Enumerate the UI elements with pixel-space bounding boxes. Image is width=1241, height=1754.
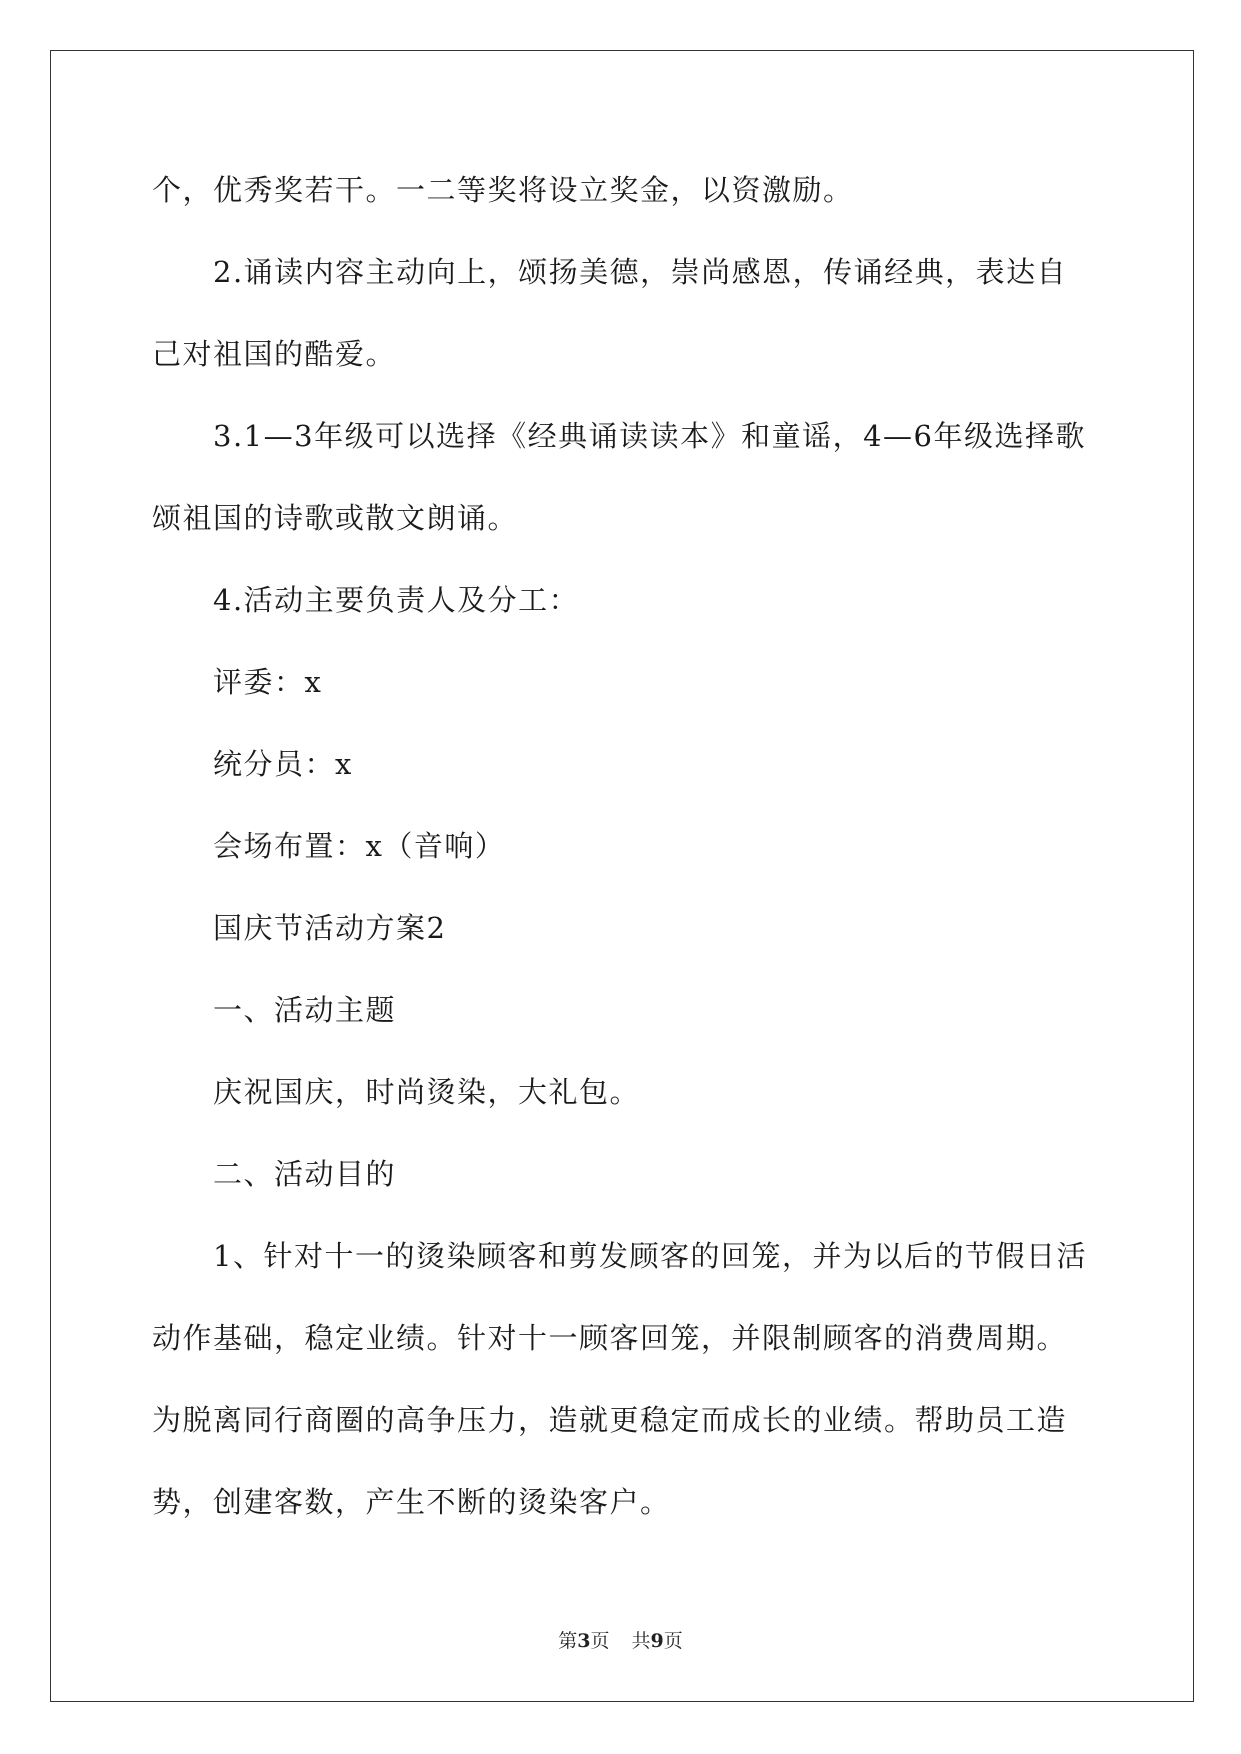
body-line-6: 4.活动主要负责人及分工： xyxy=(213,583,580,617)
body-line-17: 势，创建客数，产生不断的烫染客户。 xyxy=(152,1485,671,1519)
footer-page-suffix: 页 xyxy=(590,1630,610,1652)
footer-total-prefix: 共 xyxy=(631,1630,651,1652)
section-title: 国庆节活动方案2 xyxy=(213,911,447,945)
body-line-12: 庆祝国庆，时尚烫染，大礼包。 xyxy=(213,1075,641,1109)
body-line-15: 动作基础，稳定业绩。针对十一顾客回笼，并限制顾客的消费周期。 xyxy=(152,1321,1068,1355)
heading-2: 二、活动目的 xyxy=(213,1157,397,1191)
page-footer xyxy=(0,1629,1241,1653)
body-line-8: 统分员：x xyxy=(213,747,353,781)
footer-total-number: 9 xyxy=(650,1630,664,1652)
footer-page-prefix: 第 xyxy=(558,1630,578,1652)
body-line-4: 3.1—3年级可以选择《经典诵读读本》和童谣，4—6年级选择歌 xyxy=(213,419,1086,453)
body-line-2: 2.诵读内容主动向上，颂扬美德，崇尚感恩，传诵经典，表达自 xyxy=(213,255,1068,289)
body-line-7: 评委：x xyxy=(213,665,323,699)
body-line-9: 会场布置：x（音响） xyxy=(213,829,506,863)
body-line-3: 己对祖国的酷爱。 xyxy=(152,337,397,371)
body-line-1: 个，优秀奖若干。一二等奖将设立奖金，以资激励。 xyxy=(152,173,854,207)
page-border xyxy=(50,50,1194,1702)
body-line-5: 颂祖国的诗歌或散文朗诵。 xyxy=(152,501,519,535)
body-line-14: 1、针对十一的烫染顾客和剪发顾客的回笼，并为以后的节假日活 xyxy=(213,1239,1087,1273)
body-line-16: 为脱离同行商圈的高争压力，造就更稳定而成长的业绩。帮助员工造 xyxy=(152,1403,1068,1437)
footer-total-suffix: 页 xyxy=(663,1630,683,1652)
footer-page-number: 3 xyxy=(577,1630,591,1652)
heading-1: 一、活动主题 xyxy=(213,993,397,1027)
